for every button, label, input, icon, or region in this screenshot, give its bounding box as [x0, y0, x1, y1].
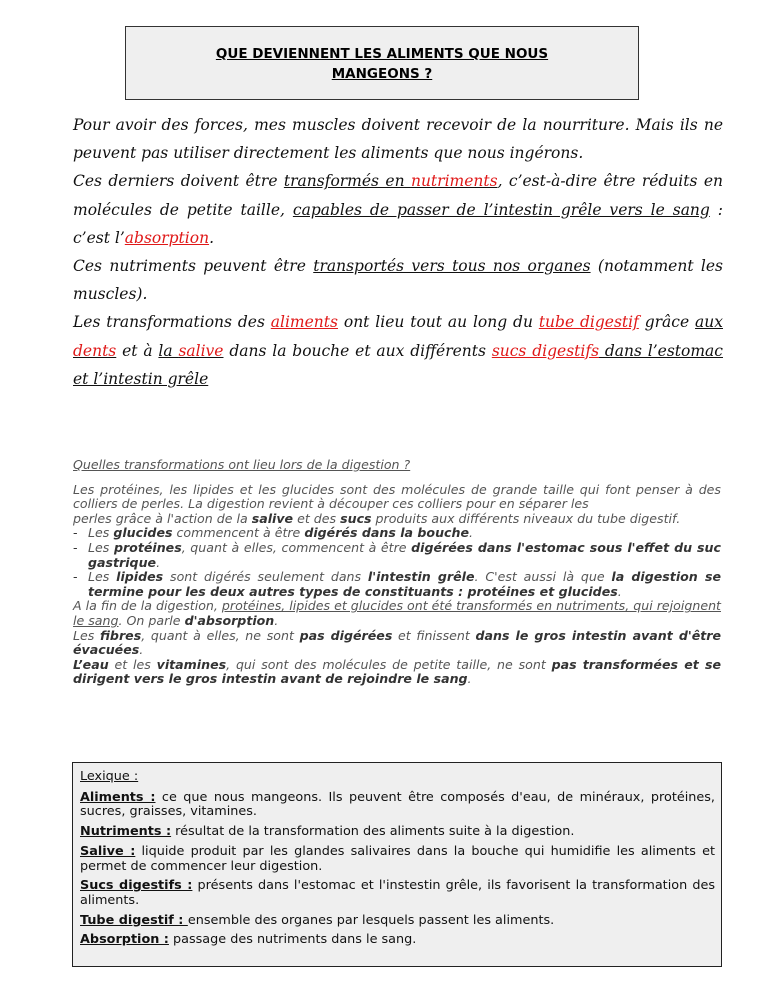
hand-text: transformés en	[283, 172, 411, 191]
expl-text: Les	[88, 569, 117, 585]
expl-bold: fibres	[100, 627, 142, 643]
lexique-term: Nutriments :	[80, 824, 172, 840]
section-question: Quelles transformations ont lieu lors de la digestion ?	[73, 457, 411, 472]
hand-keyword-tube-digestif: tube digestif	[538, 313, 639, 332]
expl-underline: protéines, lipides et glucides ont été transformés en nutriments, qui rejoignent le sang	[73, 598, 721, 628]
lexique-entry-tube-digestif	[80, 914, 715, 929]
lexique-definition: passage des nutriments dans le sang.	[168, 932, 417, 948]
lexique-definition: résultat de la transformation des aliments suite à la digestion.	[171, 824, 575, 840]
handwritten-text	[73, 111, 723, 393]
hand-keyword-aliments: aliments	[270, 313, 338, 332]
list-item-lipides	[73, 570, 721, 599]
lexique-definition: ensemble des organes par lesquels passent les aliments.	[187, 912, 555, 928]
lexique-term: Tube digestif :	[80, 912, 188, 928]
hand-paragraph-4	[73, 308, 723, 393]
hand-text: grâce	[638, 313, 696, 332]
expl-text: et des	[293, 510, 341, 526]
hand-text: Ces nutriments peuvent être	[73, 257, 314, 276]
lexique-term: Absorption :	[80, 932, 169, 948]
hand-underline	[284, 172, 498, 190]
page-title-line1: QUE DEVIENNENT LES ALIMENTS QUE NOUS	[215, 46, 549, 62]
hand-keyword-sucs-digestifs: sucs digestifs	[491, 341, 600, 360]
expl-text: , qui sont des molécules de petite taille, ne sont	[226, 656, 552, 672]
expl-text: .	[467, 671, 472, 687]
intro-paragraph	[73, 483, 721, 512]
dash-bullet: -	[73, 569, 78, 585]
expl-text: .	[156, 554, 161, 570]
hand-keyword-salive: salive	[178, 341, 224, 360]
lexique-term: Sucs digestifs :	[80, 878, 193, 894]
lexique-entry-sucs-digestifs	[80, 879, 715, 908]
hand-keyword-absorption: absorption	[124, 228, 210, 247]
intro-paragraph-2	[73, 512, 721, 527]
hand-text: Pour avoir des forces, mes muscles doivent recevoir de la nourriture. Mais ils ne peuvent pas utiliser directement les aliments que nous ingérons.	[73, 116, 723, 163]
dash-bullet: -	[73, 539, 78, 555]
expl-bold: L’eau	[73, 656, 109, 672]
expl-text: , quant à elles, ne sont	[141, 627, 300, 643]
hand-keyword-dents: dents	[73, 341, 117, 360]
eau-paragraph	[73, 658, 721, 687]
expl-text: . On parle	[118, 612, 185, 628]
hand-text: dans la bouche et aux différents	[223, 341, 492, 360]
page-title-line2: MANGEONS ?	[331, 66, 433, 82]
lexique-term: Aliments :	[80, 789, 156, 805]
expl-text: Les protéines, les lipides et les glucides sont des molécules de grande taille qui font penser à des colliers de perles. La digestion revient à découper ces colliers pour en séparer les	[73, 481, 721, 512]
fibres-paragraph	[73, 629, 721, 658]
explanation-section	[73, 458, 721, 687]
expl-bold: digérées dans l'estomac sous l'effet du suc gastrique	[88, 539, 721, 570]
expl-bold: vitamines	[156, 656, 227, 672]
lexique-entry-salive	[80, 845, 715, 874]
expl-text: .	[274, 612, 279, 628]
hand-text: aux	[695, 313, 723, 332]
expl-text: et les	[108, 656, 157, 672]
hand-underline: transportés vers tous nos organes	[313, 257, 591, 276]
hand-text: (notamment les muscles).	[73, 257, 723, 304]
lexique-entry-absorption	[80, 933, 715, 948]
lexique-definition: présents dans l'estomac et l'instestin grêle, ils favorisent la transformation des aliments.	[80, 878, 716, 908]
expl-text: commencent à être	[172, 525, 305, 541]
expl-bold: glucides	[113, 525, 173, 541]
expl-text: . C'est aussi là que	[474, 569, 612, 585]
hand-text: ont lieu tout au long du	[337, 313, 539, 332]
lexique-box	[72, 762, 722, 967]
lexique-entry-nutriments	[80, 825, 715, 840]
hand-keyword-nutriments: nutriments	[410, 172, 498, 191]
expl-bold: salive	[251, 510, 294, 526]
list-item-glucides	[73, 526, 721, 541]
digestion-list	[73, 526, 721, 599]
hand-text: et à	[116, 341, 159, 360]
expl-text: et finissent	[392, 627, 476, 643]
expl-bold: digérés dans la bouche	[304, 525, 470, 541]
lexique-term: Salive :	[80, 843, 136, 859]
hand-text: la	[158, 341, 179, 360]
expl-bold: d'absorption	[184, 612, 275, 628]
expl-text: perles grâce à l'action de la	[73, 510, 252, 526]
hand-underline: capables de passer de l’intestin grêle vers le sang	[292, 200, 710, 219]
expl-text: .	[139, 642, 144, 658]
expl-bold: la digestion se termine pour les deux autres types de constituants : protéines et glucides	[88, 569, 721, 599]
expl-text: Les	[88, 525, 114, 541]
dash-bullet: -	[73, 525, 78, 541]
list-item-proteines	[73, 541, 721, 570]
lexique-title: Lexique :	[80, 769, 139, 784]
expl-text: A la fin de la digestion,	[73, 598, 222, 614]
absorption-paragraph	[73, 599, 721, 628]
expl-text: Les	[73, 627, 101, 643]
hand-text: Les transformations des	[73, 313, 271, 332]
hand-text: .	[209, 228, 214, 247]
hand-underline	[158, 342, 223, 360]
lexique-entry-aliments	[80, 791, 715, 820]
expl-text: .	[617, 583, 622, 599]
title-box	[125, 26, 639, 100]
hand-text: : c’est l’	[73, 200, 724, 247]
expl-text: sont digérés seulement dans	[163, 569, 368, 585]
expl-bold: lipides	[116, 569, 164, 585]
expl-bold: pas transformées et se dirigent vers le gros intestin avant de rejoindre le sang	[73, 656, 721, 687]
hand-underline: dans l’estomac et l’intestin grêle	[73, 341, 723, 388]
expl-bold: sucs	[340, 510, 372, 526]
expl-bold: pas digérées	[299, 627, 393, 643]
expl-text: Les	[88, 539, 114, 555]
lexique-definition: liquide produit par les glandes salivaires dans la bouche qui humidifie les aliments et permet de commencer leur digestion.	[80, 843, 716, 874]
hand-paragraph-1	[73, 111, 723, 167]
expl-text: .	[469, 525, 474, 541]
expl-bold: protéines	[113, 539, 182, 555]
hand-paragraph-3	[73, 252, 723, 308]
expl-text: , quant à elles, commencent à être	[181, 539, 412, 555]
lexique-definition: ce que nous mangeons. Ils peuvent être composés d'eau, de minéraux, protéines, sucres, graisses, vitamines.	[80, 789, 715, 820]
hand-paragraph-2	[73, 167, 723, 252]
expl-text: produits aux différents niveaux du tube digestif.	[371, 510, 681, 526]
hand-text: , c’est-à-dire être réduits en molécules de petite taille,	[73, 172, 723, 219]
expl-bold: dans le gros intestin avant d'être évacuées	[73, 627, 722, 658]
hand-text: Ces derniers doivent être	[73, 172, 284, 191]
expl-bold: l'intestin grêle	[367, 569, 475, 585]
